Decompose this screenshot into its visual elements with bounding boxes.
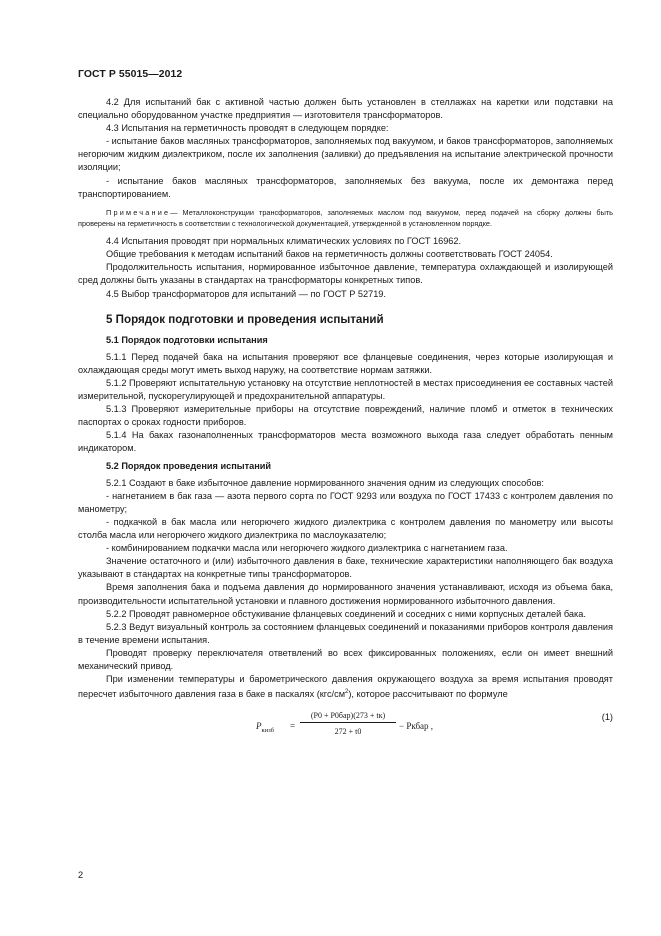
paragraph-5-2-3-c <box>78 673 613 701</box>
formula-number: (1) <box>601 712 613 723</box>
paragraph-4-3-a: - испытание баков масляных трансформаторов, заполняемых под вакуумом, и баков трансформаторов, заполняемых негорючим жидким диэлектриком, после их заполнения (заливки) до предъявления на испытание электрической прочности изоляции; <box>78 136 613 173</box>
paragraph-5-2-2: 5.2.2 Проводят равномерное обстукивание фланцевых соединений и соседних с ними корпусных деталей бака. <box>106 608 586 619</box>
paragraph-5-2-3-c-end: ), которое рассчитывают по формуле <box>348 689 508 700</box>
document-header: ГОСТ Р 55015—2012 <box>78 69 183 80</box>
formula-denominator: 272 + t0 <box>334 727 362 737</box>
paragraph-5-2-1-e: Время заполнения бака и подъема давления до нормированного значения устанавливают, исходя из объема бака, производительности испытательной установки и плавного достижения нормированного избыточного давления. <box>78 582 613 606</box>
formula-lhs-subscript: кизб <box>261 727 275 735</box>
paragraph-5-2-1-b: - подкачкой в бак масла или негорючего жидкого диэлектрика с контролем давления по манометру или высоты столба масла или негорючего жидкого диэлектрика по маслоуказателю; <box>78 516 613 541</box>
formula-1 <box>78 709 613 745</box>
section-5-1-heading: 5.1 Порядок подготовки испытания <box>106 334 268 345</box>
paragraph-5-2-1-a: - нагнетанием в бак газа — азота первого сорта по ГОСТ 9293 или воздуха по ГОСТ 17433 с контролем давления по манометру; <box>78 490 613 514</box>
formula-equals: = <box>290 721 296 732</box>
paragraph-4-4-c: Продолжительность испытания, нормированное избыточное давление, температура охлаждающей и изолирующей сред должны быть указаны в стандартах на трансформаторы конкретных типов. <box>78 262 613 286</box>
document-body <box>78 96 613 745</box>
superscript-2: 2 <box>345 689 349 696</box>
paragraph-5-2-3-c-text: При изменении температуры и барометрического давления окружающего воздуха за время испытания проводят пересчет избыточного давления газа в баке в паскалях (кгс/см <box>78 674 613 700</box>
paragraph-4-5: 4.5 Выбор трансформаторов для испытаний — по ГОСТ Р 52719. <box>106 288 386 299</box>
note-label: Примечание <box>106 207 171 217</box>
paragraph-5-2-1-d: Значение остаточного и (или) избыточного давления в баке, технические характеристики наполняющего бак воздуха указывают в стандартах на конкретные типы трансформаторов. <box>78 556 613 580</box>
page-number: 2 <box>78 870 84 880</box>
paragraph-5-1-3: 5.1.3 Проверяют измерительные приборы на отсутствие повреждений, наличие пломб и отметок в технических паспортах о сроках годности приборов. <box>78 404 613 428</box>
paragraph-4-4-b: Общие требования к методам испытаний баков на герметичность должны соответствовать ГОСТ 24054. <box>106 249 553 260</box>
note <box>78 207 613 229</box>
formula-rhs: − Pкбар , <box>399 721 434 732</box>
formula-lhs <box>256 720 274 737</box>
paragraph-4-3-b: - испытание баков масляных трансформаторов, заполняемых без вакуума, после их демонтажа перед транспортированием. <box>78 175 613 199</box>
paragraph-5-2-1: 5.2.1 Создают в баке избыточное давление нормированного значения одним из следующих способов: <box>106 477 544 488</box>
paragraph-5-2-3-b: Проводят проверку переключателя ответвлений во всех фиксированных положениях, если он имеет внешний механический привод. <box>78 647 613 671</box>
paragraph-5-1-1: 5.1.1 Перед подачей бака на испытания проверяют все фланцевые соединения, через которые изолирующая и охлаждающая среды могут иметь выход наружу, на соответствие нормам затяжки. <box>78 351 613 375</box>
paragraph-4-4: 4.4 Испытания проводят при нормальных климатических условиях по ГОСТ 16962. <box>106 236 462 247</box>
section-5-heading: 5 Порядок подготовки и проведения испытаний <box>106 312 384 326</box>
formula-fraction-bar <box>300 722 396 723</box>
paragraph-5-1-4: 5.1.4 На баках газонаполненных трансформаторов места возможного выхода газа следует обработать пенным индикатором. <box>78 430 613 454</box>
formula-numerator: (P0 + P0бар)(273 + tк) <box>310 711 386 721</box>
paragraph-4-2: 4.2 Для испытаний бак с активной частью должен быть установлен в стеллажах на каретки или подставки на специально оборудованном участке предприятия — изготовителя трансформаторов. <box>78 97 613 121</box>
paragraph-5-2-3: 5.2.3 Ведут визуальный контроль за состоянием фланцевых соединений и показаниями приборов контроля давления в течение времени испытания. <box>78 621 613 645</box>
note-text: — Металлоконструкции трансформаторов, заполняемых маслом под вакуумом, перед подачей на сборку должны быть проверены на герметичность в соответствии с технологической документацией, утвержденной в установленном порядке. <box>78 207 613 228</box>
paragraph-5-2-1-c: - комбинированием подкачки масла или негорючего жидкого диэлектрика с нагнетанием газа. <box>106 543 508 554</box>
paragraph-5-1-2: 5.1.2 Проверяют испытательную установку на отсутствие неплотностей в местах присоединения ее составных частей измерительной, пускорегулирующей и предохранительной аппаратуры. <box>78 378 613 402</box>
paragraph-4-3: 4.3 Испытания на герметичность проводят в следующем порядке: <box>106 123 389 134</box>
formula-lhs-symbol: P <box>256 721 262 732</box>
section-5-2-heading: 5.2 Порядок проведения испытаний <box>106 460 272 471</box>
